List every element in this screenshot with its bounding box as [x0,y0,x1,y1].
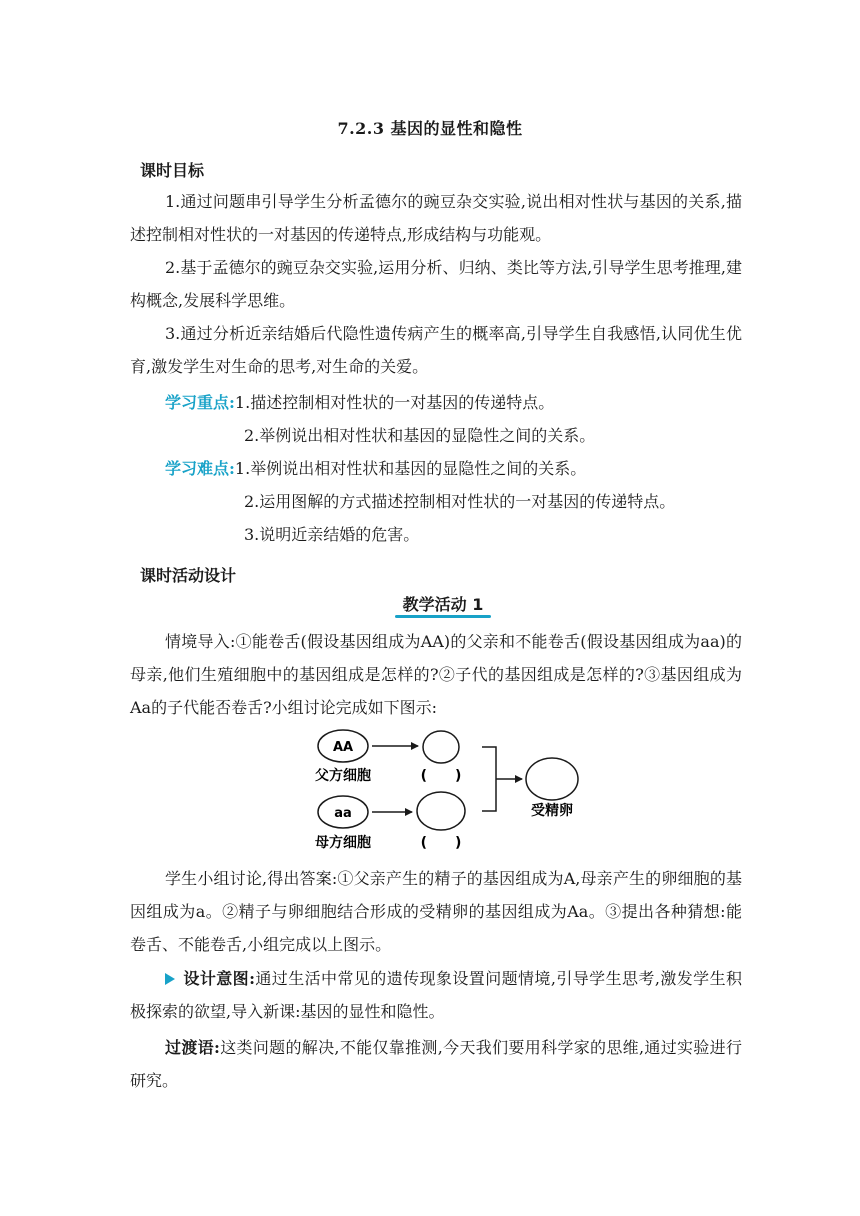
difficult-point-item: 1.举例说出相对性状和基因的显隐性之间的关系。 [234,459,587,478]
difficult-point-item: 3.说明近亲结婚的危害。 [244,525,420,544]
mother-label: 母方细胞 [315,835,371,851]
father-genotype: AA [332,740,354,755]
difficult-points-line-1 [165,459,586,479]
design-intent-paragraph [130,962,742,1028]
transition-paragraph [130,1031,742,1097]
merge-bracket [482,747,496,811]
zygote-cell [526,758,578,800]
triangle-bullet-icon [165,973,175,985]
design-intent-text: 通过生活中常见的遗传现象设置问题情境,引导学生思考,激发学生积极探索的欲望,导入新课:基因的显性和隐性。 [130,969,742,1021]
egg-blank: ( ) [420,835,462,851]
transition-text: 这类问题的解决,不能仅靠推测,今天我们要用科学家的思维,通过实验进行研究。 [130,1038,742,1090]
section-heading-activities: 课时活动设计 [140,566,237,585]
goal-paragraph-3: 3.通过分析近亲结婚后代隐性遗传病产生的概率高,引导学生自我感悟,认同优生优育,激发学生对生命的思考,对生命的关爱。 [130,324,742,376]
intro-paragraph: 情境导入:①能卷舌(假设基因组成为AA)的父亲和不能卷舌(假设基因组成为aa)的母亲,他们生殖细胞中的基因组成是怎样的?②子代的基因组成是怎样的?③基因组成为Aa的子代能否卷舌?小组讨论完成如下图示: [130,632,742,717]
key-points-line-1 [165,393,554,413]
design-intent-label: 设计意图: [183,969,255,988]
section-heading-goals: 课时目标 [140,161,205,180]
key-point-item: 2.举例说出相对性状和基因的显隐性之间的关系。 [244,426,596,445]
page-title: 7.2.3 基因的显性和隐性 [337,119,523,138]
egg-cell-blank [417,792,465,830]
sperm-blank: ( ) [420,768,462,784]
answer-paragraph: 学生小组讨论,得出答案:①父亲产生的精子的基因组成为A,母亲产生的卵细胞的基因组成为a。②精子与卵细胞结合形成的受精卵的基因组成为Aa。③提出各种猜想:能卷舌、不能卷舌,小组完成以上图示。 [130,869,742,954]
key-point-item: 1.描述控制相对性状的一对基因的传递特点。 [234,393,555,412]
activity-badge [395,592,491,618]
father-label: 父方细胞 [315,768,371,784]
mother-genotype: aa [334,806,352,821]
difficult-points-label: 学习难点: [165,459,235,478]
zygote-label: 受精卵 [531,803,573,819]
sperm-cell-blank [423,731,459,763]
transition-label: 过渡语: [165,1038,220,1057]
genetics-diagram [300,725,600,857]
activity-underline [395,615,491,618]
difficult-point-item: 2.运用图解的方式描述控制相对性状的一对基因的传递特点。 [244,492,676,511]
goal-paragraph-1: 1.通过问题串引导学生分析孟德尔的豌豆杂交实验,说出相对性状与基因的关系,描述控制相对性状的一对基因的传递特点,形成结构与功能观。 [130,192,742,244]
key-points-label: 学习重点: [165,393,235,412]
activity-label: 教学活动 1 [402,595,484,614]
goal-paragraph-2: 2.基于孟德尔的豌豆杂交实验,运用分析、归纳、类比等方法,引导学生思考推理,建构概念,发展科学思维。 [130,258,742,310]
